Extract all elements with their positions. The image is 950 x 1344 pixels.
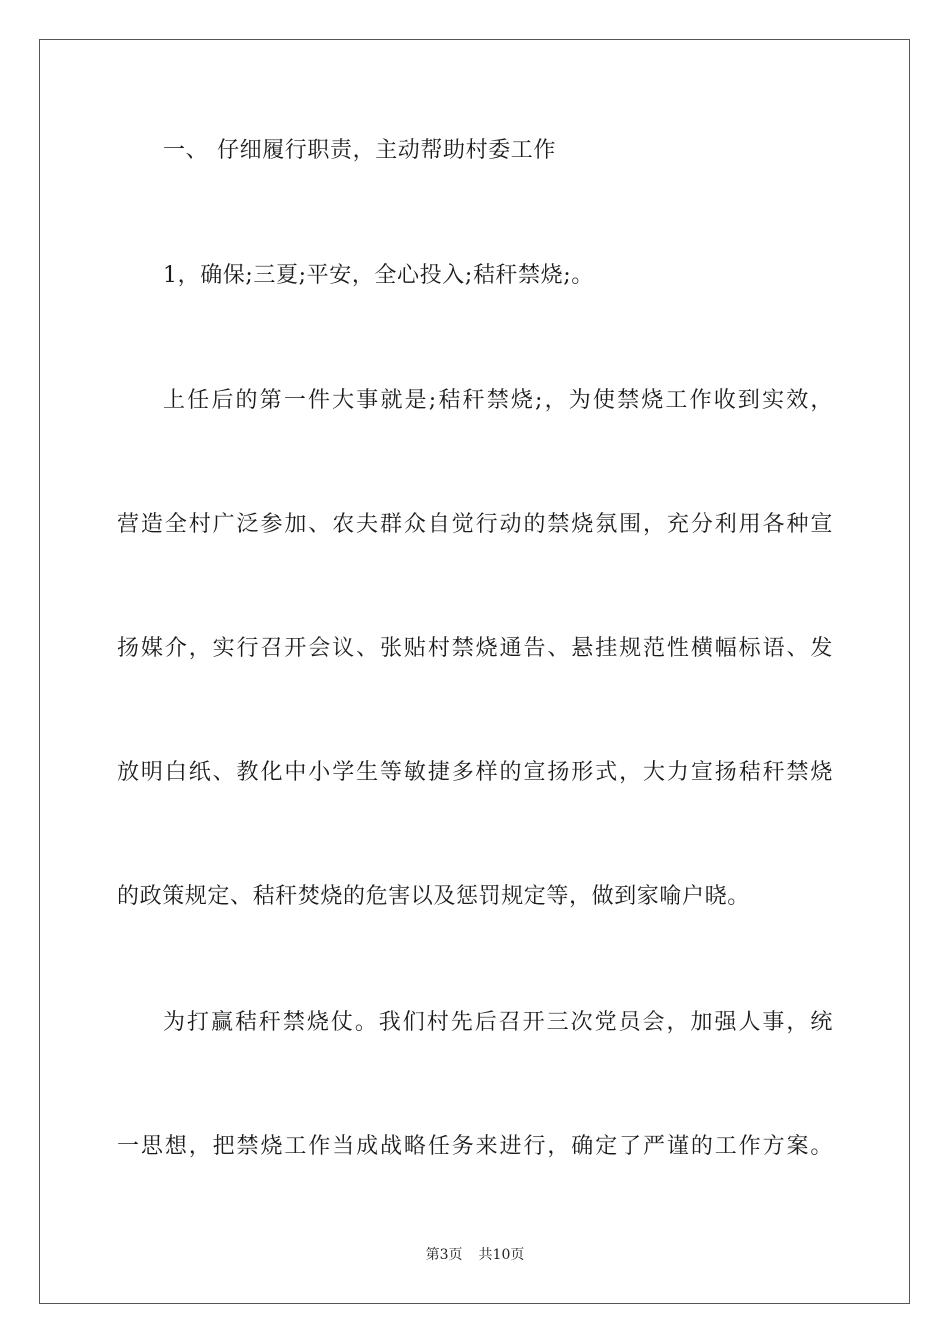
page-number: 第3页 bbox=[425, 1247, 463, 1263]
subheading: 1，确保;三夏;平安，全心投入;秸秆禁烧;。 bbox=[163, 263, 594, 288]
section-heading bbox=[163, 136, 833, 166]
paragraph-1-line-3: 扬媒介，实行召开会议、张贴村禁烧通告、悬挂规范性横幅标语、发 bbox=[117, 636, 833, 661]
page-total: 共10页 bbox=[478, 1247, 525, 1263]
paragraph-2-line-1: 为打赢秸秆禁烧仗。我们村先后召开三次党员会，加强人事，统 bbox=[163, 1010, 833, 1035]
paragraph-1-line-1: 上任后的第一件大事就是;秸秆禁烧;，为使禁烧工作收到实效， bbox=[163, 388, 833, 413]
paragraph-1-line-4: 放明白纸、教化中小学生等敏捷多样的宣扬形式，大力宣扬秸秆禁烧 bbox=[117, 760, 833, 785]
section-number: 一、 bbox=[163, 138, 209, 163]
paragraph-1-line-2: 营造全村广泛参加、农夫群众自觉行动的禁烧氛围，充分利用各种宣 bbox=[117, 512, 833, 537]
page-border bbox=[39, 39, 910, 1304]
paragraph-1-line-5: 的政策规定、秸秆焚烧的危害以及惩罚规定等，做到家喻户晓。 bbox=[117, 884, 750, 909]
paragraph-2-line-2: 一思想，把禁烧工作当成战略任务来进行，确定了严谨的工作方案。 bbox=[117, 1134, 833, 1159]
page-footer bbox=[0, 1246, 950, 1264]
section-title: 仔细履行职责，主动帮助村委工作 bbox=[217, 138, 557, 163]
